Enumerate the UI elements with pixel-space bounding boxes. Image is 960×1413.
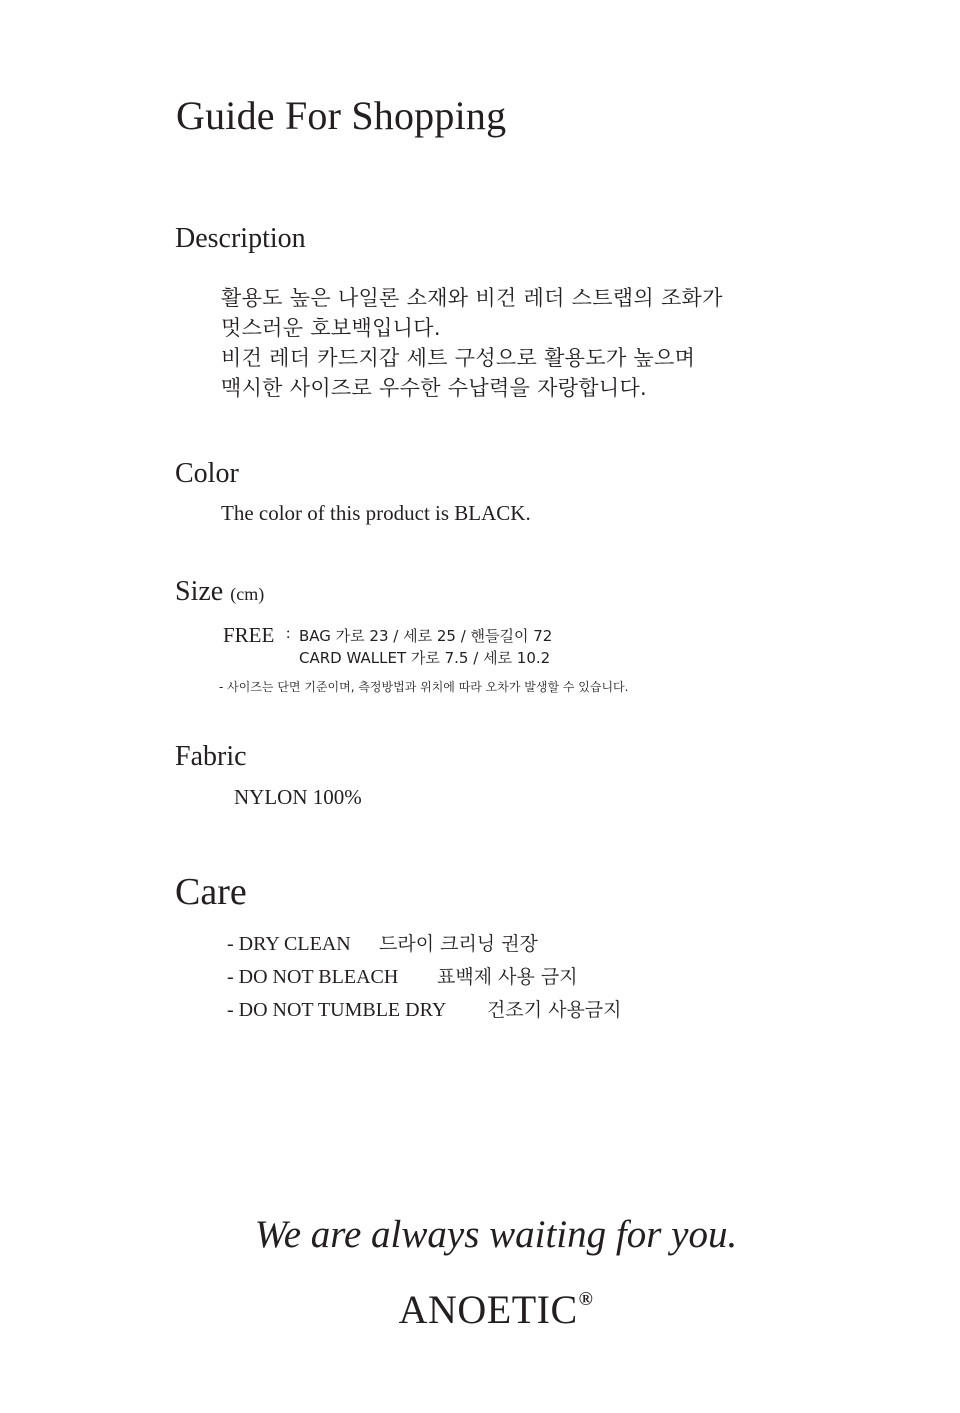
size-wallet-line: CARD WALLET 가로 7.5 / 세로 10.2 xyxy=(299,649,551,667)
description-line-3: 비건 레더 카드지갑 세트 구성으로 활용도가 높으며 xyxy=(221,346,696,370)
registered-mark-icon: ® xyxy=(578,1288,594,1310)
fabric-heading: Fabric xyxy=(175,741,247,772)
description-line-1: 활용도 높은 나일론 소재와 비건 레더 스트랩의 조화가 xyxy=(221,286,723,310)
size-note: - 사이즈는 단면 기준이며, 측정방법과 위치에 따라 오차가 발생할 수 있습니다. xyxy=(219,680,629,694)
care-item-ko: 표백제 사용 금지 xyxy=(437,966,578,988)
care-item-en: - DO NOT TUMBLE DRY xyxy=(227,999,447,1021)
tagline: We are always waiting for you. xyxy=(254,1213,738,1256)
care-item-en: - DO NOT BLEACH xyxy=(227,966,399,988)
fabric-text: NYLON 100% xyxy=(234,785,362,809)
care-item-no-bleach xyxy=(227,962,578,989)
color-text: The color of this product is BLACK. xyxy=(221,501,531,525)
care-item-no-tumble-dry xyxy=(227,995,622,1022)
size-heading-label: Size xyxy=(175,576,224,607)
size-bag-line: BAG 가로 23 / 세로 25 / 핸들길이 72 xyxy=(299,627,553,645)
size-unit: (cm) xyxy=(230,584,265,604)
size-free-label: FREE xyxy=(223,623,275,647)
care-item-dry-clean xyxy=(227,929,538,956)
size-separator: : xyxy=(286,625,291,642)
page-title: Guide For Shopping xyxy=(176,93,507,138)
brand-logo xyxy=(0,1286,960,1333)
brand-name: ANOETIC xyxy=(398,1287,578,1332)
care-item-ko: 드라이 크리닝 권장 xyxy=(379,933,538,955)
care-item-ko: 건조기 사용금지 xyxy=(487,999,622,1021)
color-heading: Color xyxy=(175,458,239,489)
care-heading: Care xyxy=(175,871,247,913)
description-line-4: 맥시한 사이즈로 우수한 수납력을 자랑합니다. xyxy=(221,376,648,400)
size-heading xyxy=(175,576,264,608)
description-line-2: 멋스러운 호보백입니다. xyxy=(221,316,441,340)
care-item-en: - DRY CLEAN xyxy=(227,933,351,955)
description-heading: Description xyxy=(175,223,306,254)
